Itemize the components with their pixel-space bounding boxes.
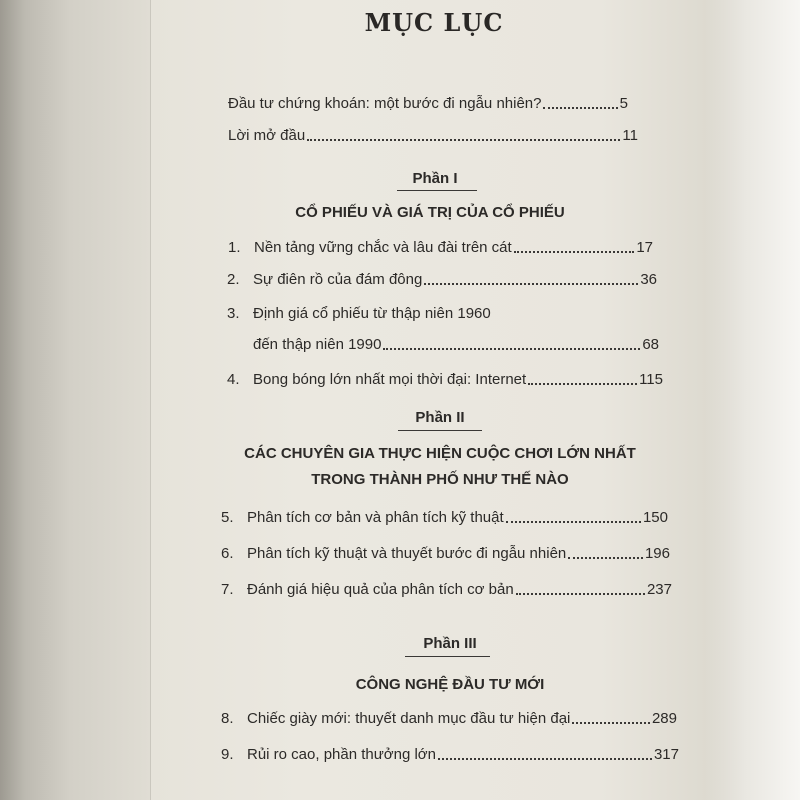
part-label: Phần II [415,409,465,426]
part-label: Phần I [412,170,458,187]
part-underline [398,430,482,431]
chapter-title: Sự điên rồ của đám đông [253,271,423,288]
chapter-title: Chiếc giày mới: thuyết danh mục đầu tư hiện đại [247,710,571,727]
chapter-number: 9. [221,746,234,763]
entry-title: Đầu tư chứng khoán: một bước đi ngẫu nhiên? [228,95,542,112]
chapter-number: 7. [221,581,234,598]
chapter-page: 68 [642,336,659,353]
entry-title: Lời mở đầu [228,127,306,144]
toc-chapter[interactable] [227,271,657,288]
chapter-number: 4. [227,371,240,388]
chapter-number: 1. [228,239,241,256]
toc-chapter[interactable] [227,371,663,388]
dot-leader [572,721,650,724]
dot-leader [506,520,641,523]
part-title-line: CÔNG NGHỆ ĐẦU TƯ MỚI [355,676,545,693]
part-title [220,441,660,493]
chapter-title: Phân tích cơ bản và phân tích kỹ thuật [247,509,504,526]
chapter-page: 237 [646,581,672,598]
dot-leader [307,138,620,141]
part-title-line: CỔ PHIẾU VÀ GIÁ TRỊ CỦA CỔ PHIẾU [295,204,565,221]
chapter-title: Rủi ro cao, phần thưởng lớn [247,746,436,763]
dot-leader [424,282,638,285]
toc-entry-front[interactable] [228,95,628,112]
dot-leader [438,757,652,760]
chapter-page: 317 [653,746,679,763]
toc-chapter[interactable] [227,305,491,322]
chapter-number: 6. [221,545,234,562]
chapter-page: 36 [640,271,657,288]
entry-page: 11 [622,127,638,144]
toc-title: MỤC LỤC [364,8,504,37]
chapter-title: Bong bóng lớn nhất mọi thời đại: Internet [253,371,527,388]
dot-leader [568,556,643,559]
chapter-page: 196 [644,545,670,562]
dot-leader [528,382,637,385]
dot-leader [514,250,635,253]
toc-chapter[interactable] [228,239,653,256]
toc-chapter[interactable] [221,710,677,727]
dot-leader [516,592,645,595]
chapter-page: 289 [651,710,677,727]
toc-chapter[interactable] [221,581,672,598]
part-title-line: TRONG THÀNH PHỐ NHƯ THẾ NÀO [311,471,569,488]
chapter-page: 115 [639,371,663,388]
toc-chapter[interactable] [221,545,670,562]
book-gutter [0,0,151,800]
chapter-title: Nền tảng vững chắc và lâu đài trên cát [254,239,512,256]
part-label: Phần III [423,635,477,652]
chapter-number: 8. [221,710,234,727]
part-underline [397,190,477,191]
entry-page: 5 [619,95,628,112]
part-title-line: CÁC CHUYÊN GIA THỰC HIỆN CUỘC CHƠI LỚN NHẤT [244,445,636,462]
dot-leader [543,106,617,109]
toc-entry-front[interactable] [228,127,638,144]
chapter-title-cont: đến thập niên 1990 [253,336,382,353]
page-edge [705,0,800,800]
chapter-title: Đánh giá hiệu quả của phân tích cơ bản [247,581,514,598]
chapter-title: Phân tích kỹ thuật và thuyết bước đi ngẫu nhiên [247,545,567,562]
chapter-number: 5. [221,509,234,526]
chapter-number: 3. [227,305,240,322]
toc-chapter-cont[interactable] [253,336,659,353]
part-title [240,200,620,226]
toc-chapter[interactable] [221,746,679,763]
toc-chapter[interactable] [221,509,668,526]
part-underline [405,656,490,657]
part-title [300,672,600,698]
chapter-number: 2. [227,271,240,288]
chapter-page: 17 [636,239,653,256]
chapter-page: 150 [642,509,668,526]
chapter-title: Định giá cổ phiếu từ thập niên 1960 [253,305,491,322]
dot-leader [383,347,640,350]
